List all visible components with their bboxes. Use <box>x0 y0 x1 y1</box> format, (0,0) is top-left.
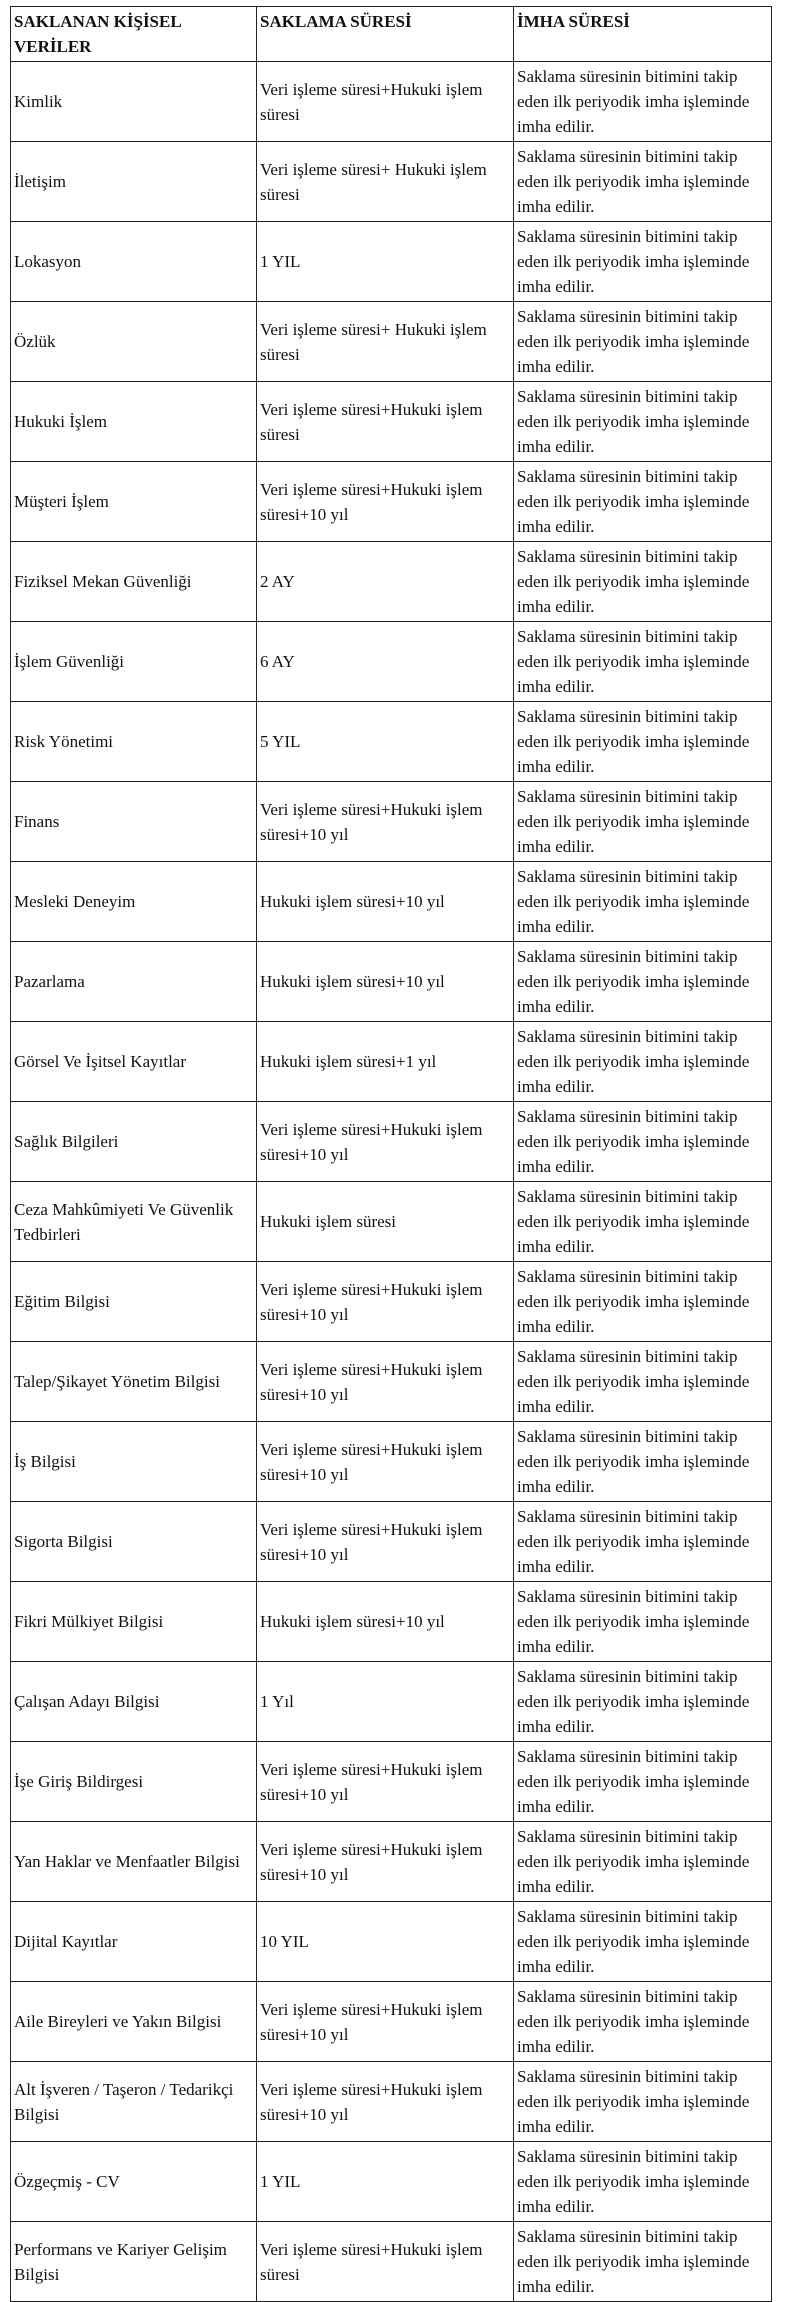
retention-period-cell: Veri işleme süresi+Hukuki işlem süresi+10 yıl <box>257 1822 514 1902</box>
retention-period-cell: Veri işleme süresi+Hukuki işlem süresi+10 yıl <box>257 1102 514 1182</box>
table-row <box>11 1902 772 1982</box>
personal-data-cell: Özgeçmiş - CV <box>11 2142 257 2222</box>
retention-period-cell: 10 YIL <box>257 1902 514 1982</box>
destruction-period-cell: Saklama süresinin bitimini takip eden ilk periyodik imha işleminde imha edilir. <box>514 462 772 542</box>
destruction-period-cell: Saklama süresinin bitimini takip eden ilk periyodik imha işleminde imha edilir. <box>514 862 772 942</box>
table-row <box>11 2222 772 2302</box>
destruction-period-cell: Saklama süresinin bitimini takip eden ilk periyodik imha işleminde imha edilir. <box>514 1742 772 1822</box>
personal-data-cell: Fikri Mülkiyet Bilgisi <box>11 1582 257 1662</box>
table-row <box>11 1262 772 1342</box>
table-row <box>11 302 772 382</box>
destruction-period-cell: Saklama süresinin bitimini takip eden ilk periyodik imha işleminde imha edilir. <box>514 1822 772 1902</box>
table-row <box>11 2142 772 2222</box>
personal-data-cell: Özlük <box>11 302 257 382</box>
table-row <box>11 382 772 462</box>
retention-period-cell: Hukuki işlem süresi+10 yıl <box>257 1582 514 1662</box>
table-row <box>11 62 772 142</box>
retention-period-cell: Hukuki işlem süresi+1 yıl <box>257 1022 514 1102</box>
table-row <box>11 1822 772 1902</box>
retention-period-cell: Veri işleme süresi+Hukuki işlem süresi <box>257 62 514 142</box>
personal-data-cell: Hukuki İşlem <box>11 382 257 462</box>
header-row <box>11 7 772 62</box>
personal-data-cell: Pazarlama <box>11 942 257 1022</box>
table-row <box>11 862 772 942</box>
destruction-period-cell: Saklama süresinin bitimini takip eden ilk periyodik imha işleminde imha edilir. <box>514 1102 772 1182</box>
destruction-period-cell: Saklama süresinin bitimini takip eden ilk periyodik imha işleminde imha edilir. <box>514 222 772 302</box>
table-row <box>11 942 772 1022</box>
personal-data-cell: İş Bilgisi <box>11 1422 257 1502</box>
retention-period-cell: Veri işleme süresi+Hukuki işlem süresi+10 yıl <box>257 782 514 862</box>
personal-data-cell: Ceza Mahkûmiyeti Ve Güvenlik Tedbirleri <box>11 1182 257 1262</box>
personal-data-cell: Müşteri İşlem <box>11 462 257 542</box>
destruction-period-cell: Saklama süresinin bitimini takip eden ilk periyodik imha işleminde imha edilir. <box>514 1502 772 1582</box>
retention-period-cell: 6 AY <box>257 622 514 702</box>
table-row <box>11 1502 772 1582</box>
table-row <box>11 1342 772 1422</box>
table-row <box>11 1662 772 1742</box>
retention-period-cell: Veri işleme süresi+Hukuki işlem süresi+10 yıl <box>257 462 514 542</box>
destruction-period-cell: Saklama süresinin bitimini takip eden ilk periyodik imha işleminde imha edilir. <box>514 702 772 782</box>
table-row <box>11 782 772 862</box>
table-header <box>11 7 772 62</box>
destruction-period-cell: Saklama süresinin bitimini takip eden ilk periyodik imha işleminde imha edilir. <box>514 1342 772 1422</box>
destruction-period-cell: Saklama süresinin bitimini takip eden ilk periyodik imha işleminde imha edilir. <box>514 542 772 622</box>
destruction-period-cell: Saklama süresinin bitimini takip eden ilk periyodik imha işleminde imha edilir. <box>514 1902 772 1982</box>
retention-period-cell: Veri işleme süresi+ Hukuki işlem süresi <box>257 142 514 222</box>
table-row <box>11 462 772 542</box>
retention-period-cell: Hukuki işlem süresi+10 yıl <box>257 942 514 1022</box>
retention-period-cell: 1 YIL <box>257 222 514 302</box>
table-row <box>11 1582 772 1662</box>
table-row <box>11 222 772 302</box>
retention-period-cell: Veri işleme süresi+Hukuki işlem süresi+10 yıl <box>257 2062 514 2142</box>
personal-data-cell: Eğitim Bilgisi <box>11 1262 257 1342</box>
destruction-period-cell: Saklama süresinin bitimini takip eden ilk periyodik imha işleminde imha edilir. <box>514 942 772 1022</box>
destruction-period-cell: Saklama süresinin bitimini takip eden ilk periyodik imha işleminde imha edilir. <box>514 382 772 462</box>
table-row <box>11 1182 772 1262</box>
retention-period-cell: Veri işleme süresi+Hukuki işlem süresi+10 yıl <box>257 1262 514 1342</box>
destruction-period-cell: Saklama süresinin bitimini takip eden ilk periyodik imha işleminde imha edilir. <box>514 1262 772 1342</box>
retention-period-cell: Veri işleme süresi+Hukuki işlem süresi+10 yıl <box>257 1982 514 2062</box>
destruction-period-cell: Saklama süresinin bitimini takip eden ilk periyodik imha işleminde imha edilir. <box>514 302 772 382</box>
personal-data-cell: Performans ve Kariyer Gelişim Bilgisi <box>11 2222 257 2302</box>
personal-data-cell: Aile Bireyleri ve Yakın Bilgisi <box>11 1982 257 2062</box>
personal-data-cell: Kimlik <box>11 62 257 142</box>
destruction-period-cell: Saklama süresinin bitimini takip eden ilk periyodik imha işleminde imha edilir. <box>514 62 772 142</box>
personal-data-cell: İletişim <box>11 142 257 222</box>
retention-table <box>10 6 772 2302</box>
table-row <box>11 622 772 702</box>
personal-data-cell: Görsel Ve İşitsel Kayıtlar <box>11 1022 257 1102</box>
destruction-period-cell: Saklama süresinin bitimini takip eden ilk periyodik imha işleminde imha edilir. <box>514 1582 772 1662</box>
personal-data-cell: Lokasyon <box>11 222 257 302</box>
table-row <box>11 142 772 222</box>
destruction-period-cell: Saklama süresinin bitimini takip eden ilk periyodik imha işleminde imha edilir. <box>514 2062 772 2142</box>
destruction-period-cell: Saklama süresinin bitimini takip eden ilk periyodik imha işleminde imha edilir. <box>514 1022 772 1102</box>
destruction-period-cell: Saklama süresinin bitimini takip eden ilk periyodik imha işleminde imha edilir. <box>514 1422 772 1502</box>
personal-data-cell: Sağlık Bilgileri <box>11 1102 257 1182</box>
destruction-period-cell: Saklama süresinin bitimini takip eden ilk periyodik imha işleminde imha edilir. <box>514 622 772 702</box>
retention-period-cell: Veri işleme süresi+Hukuki işlem süresi+10 yıl <box>257 1502 514 1582</box>
personal-data-cell: İşlem Güvenliği <box>11 622 257 702</box>
destruction-period-cell: Saklama süresinin bitimini takip eden ilk periyodik imha işleminde imha edilir. <box>514 1662 772 1742</box>
personal-data-cell: Sigorta Bilgisi <box>11 1502 257 1582</box>
personal-data-cell: İşe Giriş Bildirgesi <box>11 1742 257 1822</box>
retention-period-cell: Veri işleme süresi+Hukuki işlem süresi <box>257 382 514 462</box>
table-row <box>11 1102 772 1182</box>
table-row <box>11 542 772 622</box>
personal-data-cell: Fiziksel Mekan Güvenliği <box>11 542 257 622</box>
personal-data-cell: Çalışan Adayı Bilgisi <box>11 1662 257 1742</box>
table-row <box>11 1422 772 1502</box>
retention-period-cell: 5 YIL <box>257 702 514 782</box>
destruction-period-cell: Saklama süresinin bitimini takip eden ilk periyodik imha işleminde imha edilir. <box>514 2142 772 2222</box>
personal-data-cell: Risk Yönetimi <box>11 702 257 782</box>
retention-period-cell: Veri işleme süresi+Hukuki işlem süresi+10 yıl <box>257 1342 514 1422</box>
retention-period-cell: 1 Yıl <box>257 1662 514 1742</box>
table-row <box>11 1742 772 1822</box>
personal-data-cell: Talep/Şikayet Yönetim Bilgisi <box>11 1342 257 1422</box>
header-retention-period: SAKLAMA SÜRESİ <box>257 7 514 62</box>
personal-data-cell: Mesleki Deneyim <box>11 862 257 942</box>
table-row <box>11 1982 772 2062</box>
table-body <box>11 62 772 2302</box>
personal-data-cell: Yan Haklar ve Menfaatler Bilgisi <box>11 1822 257 1902</box>
retention-period-cell: Hukuki işlem süresi+10 yıl <box>257 862 514 942</box>
retention-period-cell: Veri işleme süresi+Hukuki işlem süresi+10 yıl <box>257 1422 514 1502</box>
retention-period-cell: 1 YIL <box>257 2142 514 2222</box>
destruction-period-cell: Saklama süresinin bitimini takip eden ilk periyodik imha işleminde imha edilir. <box>514 1982 772 2062</box>
retention-period-cell: Veri işleme süresi+Hukuki işlem süresi <box>257 2222 514 2302</box>
table-row <box>11 2062 772 2142</box>
header-destruction-period: İMHA SÜRESİ <box>514 7 772 62</box>
personal-data-cell: Dijital Kayıtlar <box>11 1902 257 1982</box>
destruction-period-cell: Saklama süresinin bitimini takip eden ilk periyodik imha işleminde imha edilir. <box>514 1182 772 1262</box>
destruction-period-cell: Saklama süresinin bitimini takip eden ilk periyodik imha işleminde imha edilir. <box>514 2222 772 2302</box>
destruction-period-cell: Saklama süresinin bitimini takip eden ilk periyodik imha işleminde imha edilir. <box>514 142 772 222</box>
personal-data-cell: Finans <box>11 782 257 862</box>
table-row <box>11 702 772 782</box>
retention-period-cell: Veri işleme süresi+Hukuki işlem süresi+10 yıl <box>257 1742 514 1822</box>
personal-data-cell: Alt İşveren / Taşeron / Tedarikçi Bilgisi <box>11 2062 257 2142</box>
table-row <box>11 1022 772 1102</box>
destruction-period-cell: Saklama süresinin bitimini takip eden ilk periyodik imha işleminde imha edilir. <box>514 782 772 862</box>
retention-period-cell: 2 AY <box>257 542 514 622</box>
header-personal-data: SAKLANAN KİŞİSEL VERİLER <box>11 7 257 62</box>
retention-period-cell: Veri işleme süresi+ Hukuki işlem süresi <box>257 302 514 382</box>
retention-period-cell: Hukuki işlem süresi <box>257 1182 514 1262</box>
